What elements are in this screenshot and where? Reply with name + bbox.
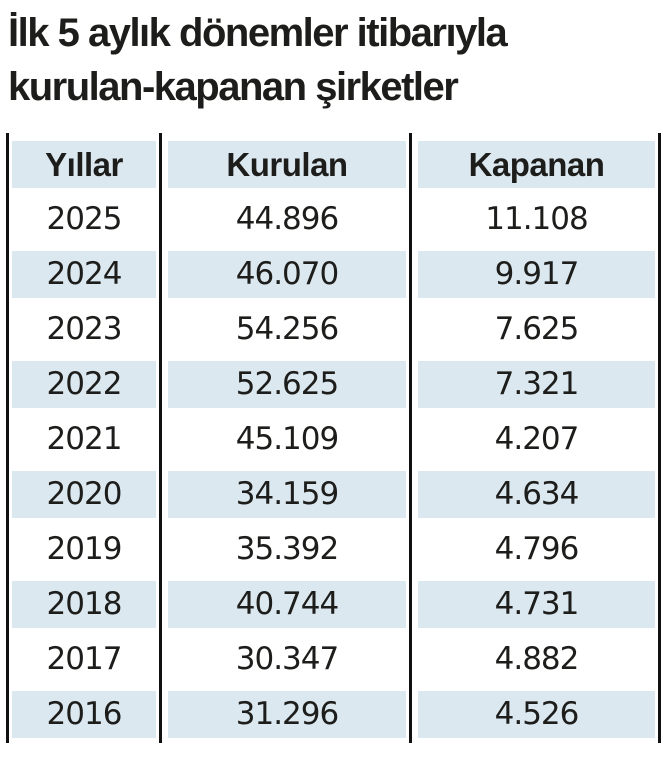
table-column-rule-1: [159, 133, 162, 743]
page-title: [8, 6, 662, 114]
kapanan-cell: 4.207: [494, 421, 579, 457]
table-left-rule: [6, 133, 9, 743]
year-cell: 2021: [46, 421, 122, 457]
table-row: [6, 581, 661, 628]
table-row: [6, 251, 661, 298]
table-row: [6, 306, 661, 353]
kapanan-cell: 4.882: [494, 641, 579, 677]
infographic-page: [0, 6, 670, 757]
table-row: [6, 416, 661, 463]
table-header-row: [6, 141, 661, 188]
kapanan-cell: 4.731: [412, 581, 661, 628]
year-cell: 2018: [6, 581, 162, 628]
year-cell: 2019: [46, 531, 122, 567]
kurulan-cell: 31.296: [162, 691, 412, 738]
table-body: [6, 196, 661, 738]
year-cell: 2016: [6, 691, 162, 738]
kurulan-cell: 30.347: [235, 641, 339, 677]
kapanan-cell: 7.321: [412, 361, 661, 408]
kurulan-cell: 35.392: [235, 531, 339, 567]
year-cell: 2020: [6, 471, 162, 518]
column-header-kurulan: Kurulan: [162, 141, 412, 188]
kurulan-cell: 34.159: [162, 471, 412, 518]
page-title-line2: kurulan-kapanan şirketler: [8, 65, 458, 109]
kapanan-cell: 11.108: [485, 201, 588, 237]
kapanan-cell: 9.917: [412, 251, 661, 298]
table-row: [6, 526, 661, 573]
kurulan-cell: 40.744: [162, 581, 412, 628]
table-row: [6, 361, 661, 408]
year-cell: 2024: [6, 251, 162, 298]
page-title-line1: İlk 5 aylık dönemler itibarıyla: [8, 11, 507, 55]
companies-table: [6, 133, 661, 743]
year-cell: 2017: [46, 641, 122, 677]
kurulan-cell: 44.896: [235, 201, 339, 237]
table-row: [6, 691, 661, 738]
year-cell: 2025: [46, 201, 122, 237]
kurulan-cell: 46.070: [162, 251, 412, 298]
table-row: [6, 636, 661, 683]
table-column-rule-2: [409, 133, 412, 743]
column-header-kapanan: Kapanan: [412, 141, 661, 188]
kurulan-cell: 45.109: [235, 421, 339, 457]
kapanan-cell: 7.625: [494, 311, 579, 347]
table-right-rule: [658, 133, 661, 743]
year-cell: 2023: [46, 311, 122, 347]
year-cell: 2022: [6, 361, 162, 408]
kapanan-cell: 4.526: [412, 691, 661, 738]
column-header-yillar: Yıllar: [6, 141, 162, 188]
table-row: [6, 471, 661, 518]
kapanan-cell: 4.634: [412, 471, 661, 518]
kurulan-cell: 54.256: [235, 311, 339, 347]
table-row: [6, 196, 661, 243]
kapanan-cell: 4.796: [494, 531, 579, 567]
kurulan-cell: 52.625: [162, 361, 412, 408]
